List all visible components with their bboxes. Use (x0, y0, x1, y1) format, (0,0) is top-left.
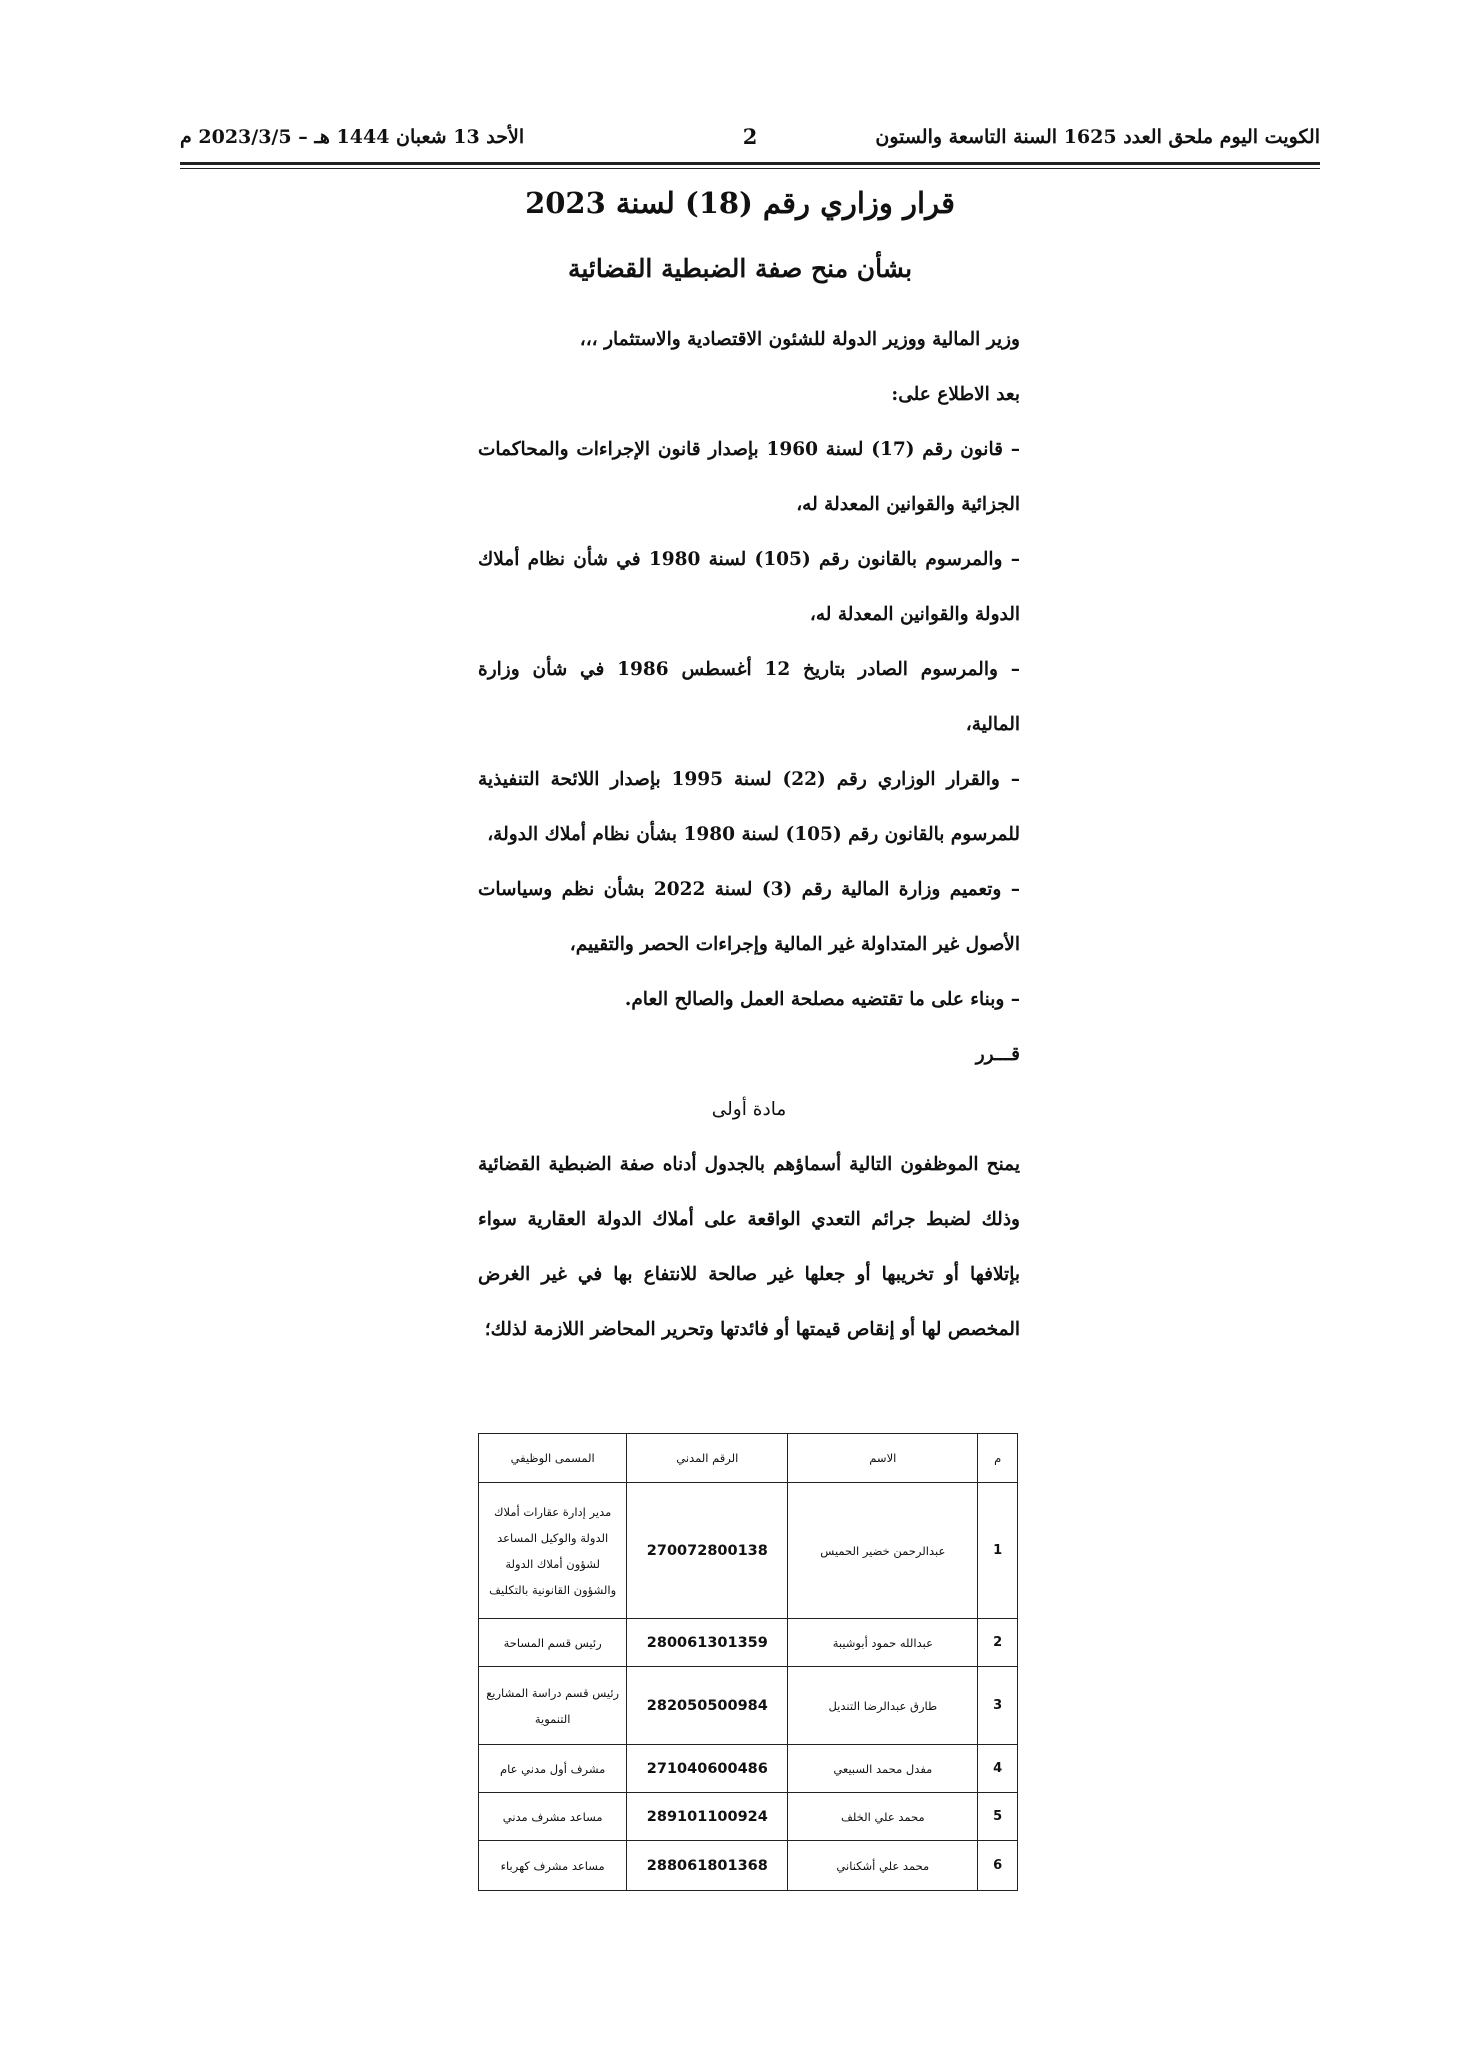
row-civil-id: 282050500984 (627, 1667, 788, 1745)
table-row (479, 1483, 1018, 1619)
row-job: مساعد مشرف مدني (479, 1793, 627, 1841)
row-name: محمد علي الخلف (788, 1793, 978, 1841)
reference-item: – والقرار الوزاري رقم (22) لسنة 1995 بإصدار اللائحة التنفيذية للمرسوم بالقانون رقم (105) لسنة 1980 بشأن نظام أملاك الدولة، (478, 769, 1021, 845)
row-civil-id: 280061301359 (627, 1619, 788, 1667)
col-header-job: المسمى الوظيفي (479, 1434, 627, 1483)
after-review-line: بعد الاطلاع على: (891, 384, 1020, 405)
preamble (478, 312, 1020, 1357)
issue-date: الأحد 13 شعبان 1444 هـ – 2023/3/5 م (180, 126, 525, 148)
reference-item: – قانون رقم (17) لسنة 1960 بإصدار قانون الإجراءات والمحاكمات الجزائية والقوانين المعدلة له، (478, 439, 1020, 515)
row-name: مفدل محمد السبيعي (788, 1745, 978, 1793)
row-num: 3 (978, 1667, 1018, 1745)
article-heading: مادة أولى (711, 1099, 787, 1120)
row-num: 5 (978, 1793, 1018, 1841)
row-num: 6 (978, 1841, 1018, 1891)
reference-item: – والمرسوم بالقانون رقم (105) لسنة 1980 في شأن نظام أملاك الدولة والقوانين المعدلة له، (478, 549, 1020, 625)
row-civil-id: 289101100924 (627, 1793, 788, 1841)
col-header-civil-id: الرقم المدني (627, 1434, 788, 1483)
minister-line: وزير المالية ووزير الدولة للشئون الاقتصادية والاستثمار ،،، (579, 329, 1020, 350)
row-name: عبدالله حمود أبوشيبة (788, 1619, 978, 1667)
row-civil-id: 271040600486 (627, 1745, 788, 1793)
reference-item: – وبناء على ما تقتضيه مصلحة العمل والصالح العام. (624, 989, 1020, 1010)
table-row (479, 1667, 1018, 1745)
table-row (479, 1619, 1018, 1667)
row-job: مدير إدارة عقارات أملاك الدولة والوكيل المساعد لشؤون أملاك الدولة والشؤون القانونية بالتكليف (479, 1483, 627, 1619)
row-civil-id: 270072800138 (627, 1483, 788, 1619)
row-num: 4 (978, 1745, 1018, 1793)
decree-title: قرار وزاري رقم (18) لسنة 2023 (525, 186, 955, 220)
header-rule-thin (180, 168, 1320, 169)
reference-item: – والمرسوم الصادر بتاريخ 12 أغسطس 1986 في شأن وزارة المالية، (478, 659, 1020, 735)
row-name: محمد علي أشكناني (788, 1841, 978, 1891)
row-name: طارق عبدالرضا التنديل (788, 1667, 978, 1745)
gazette-issue: الكويت اليوم ملحق العدد 1625 السنة التاسعة والستون (875, 126, 1320, 148)
row-job: رئيس قسم المساحة (479, 1619, 627, 1667)
reference-item: – وتعميم وزارة المالية رقم (3) لسنة 2022 بشأن نظم وسياسات الأصول غير المتداولة غير المالية وإجراءات الحصر والتقييم، (478, 879, 1021, 955)
row-job: مساعد مشرف كهرباء (479, 1841, 627, 1891)
decree-subtitle: بشأن منح صفة الضبطية القضائية (567, 254, 913, 283)
col-header-num: م (978, 1434, 1018, 1483)
page-header (180, 118, 1320, 154)
row-civil-id: 288061801368 (627, 1841, 788, 1891)
table-row (479, 1793, 1018, 1841)
row-num: 1 (978, 1483, 1018, 1619)
row-num: 2 (978, 1619, 1018, 1667)
col-header-name: الاسم (788, 1434, 978, 1483)
row-job: مشرف أول مدني عام (479, 1745, 627, 1793)
employees-table (478, 1433, 1018, 1891)
table-header-row (479, 1434, 1018, 1483)
row-name: عبدالرحمن خضير الحميس (788, 1483, 978, 1619)
header-rule (180, 162, 1320, 165)
table-row (479, 1745, 1018, 1793)
table-row (479, 1841, 1018, 1891)
article-text: يمنح الموظفون التالية أسماؤهم بالجدول أدناه صفة الضبطية القضائية وذلك لضبط جرائم التعدي الواقعة على أملاك الدولة العقارية سواء بإتلافها أو تخريبها أو جعلها غير صالحة للانتفاع بها في غير الغرض المخصص لها أو إنقاص قيمتها أو فائدتها وتحرير المحاضر اللازمة لذلك؛ (478, 1154, 1020, 1340)
row-job: رئيس قسم دراسة المشاريع التنموية (479, 1667, 627, 1745)
decided-line: قـــرر (975, 1044, 1020, 1065)
page-number: 2 (742, 124, 758, 149)
